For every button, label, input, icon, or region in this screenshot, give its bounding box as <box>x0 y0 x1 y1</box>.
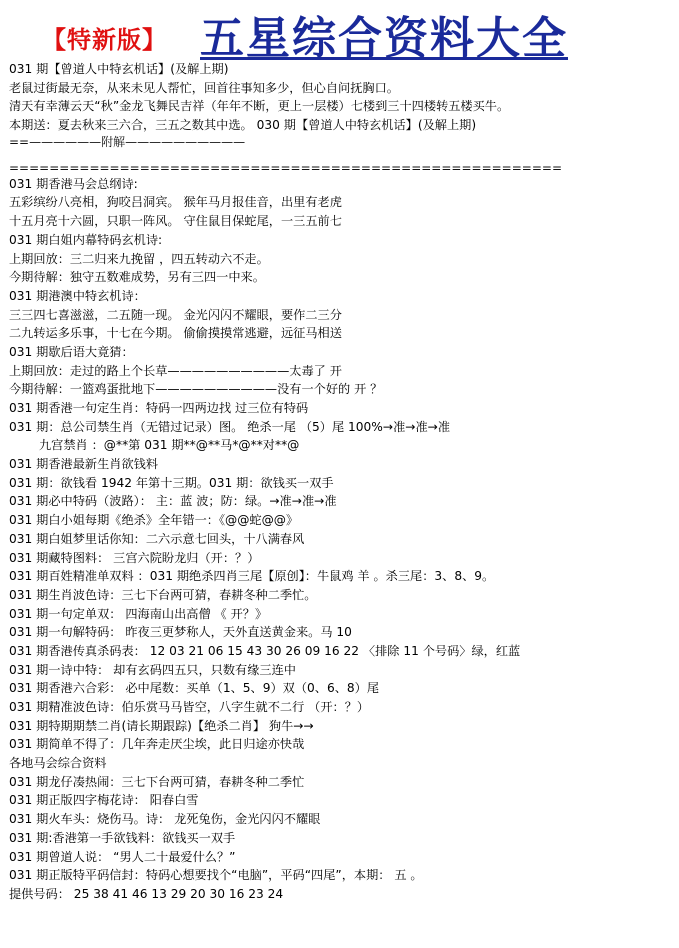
text-line: 各地马会综合资料 <box>9 756 107 771</box>
text-line-indented: 九宫禁肖 ：@**第 031 期**@**马*@**对**@ <box>39 438 300 453</box>
text-line: 031 期精准波色诗：伯乐赏马马皆空，八字生就不二行 （开：？） <box>9 700 370 714</box>
text-line: 031 期特期期禁二肖(请长期跟踪)【绝杀二肖】 狗牛→→ <box>9 718 314 733</box>
text-line: 031 期香港一句定生肖：特码一四两边找 过三位有特码 <box>9 401 309 415</box>
text-line: 031 期香港最新生肖欲钱料 <box>9 457 159 472</box>
text-line: 五彩缤纷八亮相，狗咬吕洞宾。 猴年马月报佳音，出里有老虎 <box>9 195 342 210</box>
text-line: 031 期百姓精准单双料 ：031 期绝杀四肖三尾【原创】：牛鼠鸡 羊 。杀三尾：3、8、9。 <box>9 569 495 584</box>
separator-line: ==——————附解—————————— <box>9 134 246 149</box>
text-line: 清天有幸薄云天“秋”金龙飞舞民吉祥（年年不断，更上一层楼）七楼到三十四楼转五楼买牛。 <box>9 99 510 114</box>
text-line: 十五月亮十六圆，只职一阵风。 守住鼠目保蛇尾，一三五前七 <box>9 214 342 229</box>
text-line: 031 期生肖波色诗：三七下台两可猜，春耕冬种二季忙。 <box>9 587 317 602</box>
text-line: 031 期曾道人说： “男人二十最爱什么？” <box>9 849 236 864</box>
text-line: 031 期香港六合彩： 必中尾数：买单（1、5、9）双（0、6、8）尾 <box>9 681 380 696</box>
text-line: 今期待解：独守五数难成势，另有三四一中来。 <box>9 270 265 285</box>
separator-line: ======================================================= <box>9 160 563 175</box>
text-line: 031 期一句定单双： 四海南山出高僧 《 开？》 <box>9 606 268 621</box>
text-line: 031 期香港传真杀码表： 12 03 21 06 15 43 30 26 09 16 22 〈排除 11 个号码〉绿，红蓝 <box>9 643 521 658</box>
text-line: 031 期：总公司禁生肖（无错过记录）图。 绝杀一尾 （5）尾 100%→准→准→准 <box>9 419 451 434</box>
text-line: 本期送：夏去秋来三六合，三五之数其中选。 030 期【曾道人中特玄机话】(及解上期) <box>9 118 477 133</box>
text-line: 上期回放：走过的路上个长草——————————太毒了 开 <box>9 363 342 378</box>
text-line: 二九转运多乐事，十七在今期。 偷偷摸摸常逃避，远征马相送 <box>9 326 342 341</box>
text-line: 031 期:香港第一手欲钱料：欲钱买一双手 <box>9 830 236 845</box>
text-line: 031 期正版四字梅花诗： 阳春白雪 <box>9 793 199 808</box>
text-line: 今期待解：一篮鸡蛋批地下——————————没有一个好的 开 ？ <box>9 382 383 397</box>
text-line: 031 期简单不得了：几年奔走厌尘埃，此日归途亦快哉 <box>9 737 305 752</box>
edition-badge: 【特新版】 <box>42 26 167 54</box>
text-line: 031 期白小姐每期《绝杀》全年错一：《@@蛇@@》 <box>9 513 299 528</box>
text-line: 提供号码： 25 38 41 46 13 29 20 30 16 23 24 <box>9 886 284 901</box>
document-body <box>9 60 674 904</box>
text-line: 031 期一句解特码： 昨夜三更梦称人，天外直送黄金来。马 10 <box>9 625 352 640</box>
text-line: 031 期正版特平码信封：特码心想要找个“电脑”，平码“四尾”，本期： 五 。 <box>9 868 423 883</box>
text-line: 031 期香港马会总纲诗: <box>9 176 138 191</box>
spacer <box>9 149 674 161</box>
text-line: 031 期必中特码（波路）： 主：蓝 波；防：绿。→准→准→准 <box>9 494 337 509</box>
text-line: 031 期火车头：烧伤马。诗： 龙死兔伤，金光闪闪不耀眼 <box>9 812 321 827</box>
text-line: 031 期藏特图料： 三宫六院盼龙归（开：？） <box>9 550 260 565</box>
text-line: 上期回放：三二归来九挽留 ，四五转动六不走。 <box>9 251 269 266</box>
text-line: 031 期白姐梦里话你知：二六示意七回头，十八满春风 <box>9 531 305 546</box>
text-line: 031 期：欲钱看 1942 年第十三期。031 期：欲钱买一双手 <box>9 475 334 490</box>
text-line: 031 期歇后语大竟猜： <box>9 344 134 359</box>
text-line: 031 期一诗中特： 却有玄码四五只，只数有缘三连中 <box>9 662 296 677</box>
page-title: 五星综合资料大全 <box>200 13 568 64</box>
text-line: 老鼠过街最无奈，从来未见人帮忙，回首往事知多少，但心自问抚胸口。 <box>9 80 399 95</box>
text-line: 031 期龙仔凑热闹：三七下台两可猜，春耕冬种二季忙 <box>9 774 305 789</box>
text-line: 031 期【曾道人中特玄机话】(及解上期) <box>9 62 229 76</box>
text-line: 031 期白姐内幕特码玄机诗: <box>9 232 163 247</box>
text-line: 031 期港澳中特玄机诗： <box>9 288 146 303</box>
text-line: 三三四七喜滋滋，二五随一现。 金光闪闪不耀眼，要作二三分 <box>9 307 342 322</box>
page-header <box>0 0 679 64</box>
